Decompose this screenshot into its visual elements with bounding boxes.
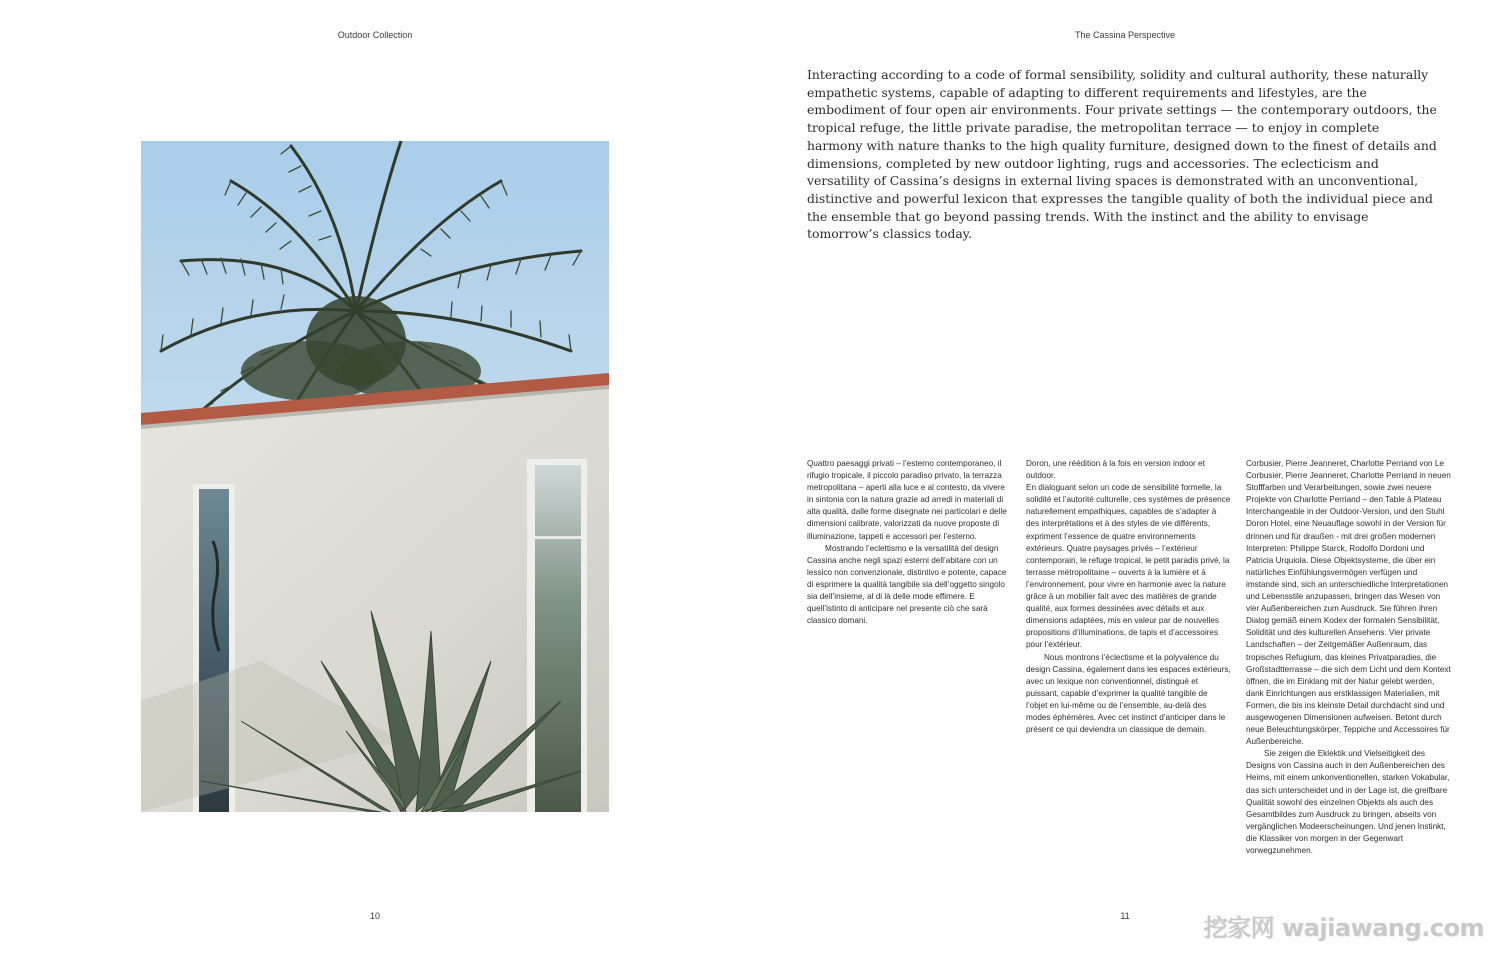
- italian-paragraph-1: Quattro paesaggi privati – l’esterno contemporaneo, il rifugio tropicale, il piccolo paradiso privato, la terrazza metropolitana – aperti alla luce e al contesto, da vivere in sintonia con la natura grazie ad arredi in materiali di alta qualità, dalle forme disegnate nei particolari e delle dimensioni calibrate, valorizzati da nuove proposte di illuminazione, tappeti e accessori per l’esterno.: [807, 459, 1007, 541]
- french-paragraph-1: Doron, une réédition à la fois en version indoor et outdoor. En dialoguant selon un code de sensibilité formelle, la solidité et l’autorité culturelle, ces systèmes de présence naturellement empathiques, capables de s’adapter à des interprétations et à des styles de vie différents, expriment l’essence de quatre environnements extérieurs. Quatre paysages privés – l’extérieur contemporain, le refuge tropical, le petit paradis privé, la terrasse métropolitaine – ouverts à la lumière et à l’environnement, pour vivre en harmonie avec la nature grâce à un mobilier fait avec des matières de grande qualité, aux formes dessinées avec détails et aux dimensions adaptées, mis en valeur par de nouvelles propositions d’illuminations, de tapis et d’accessoires pour l’extérieur.: [1026, 459, 1231, 650]
- french-column: [1026, 458, 1231, 736]
- page-number-left: 10: [369, 911, 380, 921]
- italian-paragraph-2: Mostrando l’eclettismo e la versatilità del design Cassina anche negli spazi esterni dell’abitare con un lessico non convenzionale, distintivo e potente, capace di esprimere la qualità tangibile sia dell’oggetto singolo sia dell’insieme, al di là delle mode effimere. E quell’istinto di anticipare nel presente ciò che sarà classico domani.: [807, 543, 1007, 626]
- german-column: [1246, 458, 1451, 857]
- courtyard-photo: [141, 141, 609, 812]
- running-header-left: Outdoor Collection: [337, 30, 413, 40]
- page-number-right: 11: [1120, 911, 1130, 921]
- french-paragraph-2: Nous montrons l’éclectisme et la polyvalence du design Cassina, également dans les espaces extérieurs, avec un lexique non conventionnel, distingué et puissant, capable d’exprimer la qualité tangible de l’objet en lui-même ou de l’ensemble, au-delà des modes éphémères. Avec cet instinct d’anticiper dans le présent ce qui deviendra un classique de demain.: [1026, 652, 1231, 735]
- watermark: 挖家网 wajiawang.com: [1203, 914, 1484, 942]
- right-window-slot: [535, 465, 581, 812]
- german-paragraph-1: Corbusier, Pierre Jeanneret, Charlotte Perriand von Le Corbusier, Pierre Jeanneret, Charlotte Perriand in neuen Stofffarben und Verarbeitungen, sowie zwei neuere Projekte von Charlotte Perriand – den Table à Plateau Interchangeable in der Outdoor-Version, und den Stuhl Doron Hotel, eine Neuauflage sowohl in der Version für drinnen und für draußen - mit drei großen modernen Interpreten: Philippe Starck, Rodolfo Dordoni und Patricia Urquiola. Diese Objektsysteme, die über ein natürliches Einfühlungsvermögen verfügen und imstande sind, sich an unterschiedliche Interpretationen und Lebensstile anzupassen, bringen das Wesen von vier Außenbereichen zum Ausdruck. Sie führen ihren Dialog gemäß einem Kodex der formalen Sensibilität, Solidität und des kulturellen Ansehens. Vier private Landschaften – der Zeitgemäßer Außenraum, das tropisches Refugium, das kleines Privatparadies, die Großstadtterrasse – die sich dem Licht und dem Kontext öffnen, die im Einklang mit der Natur gelebt werden, dank Einrichtungen aus erstklassigen Materialien, mit Formen, die bis ins kleinste Detail durchdacht sind und ausgewogenen Dimensionen aufweisen. Betont durch neue Beleuchtungskörper, Teppiche und Accessoires für Außenbereiche.: [1246, 459, 1451, 747]
- german-paragraph-2: Sie zeigen die Eklektik und Vielseitigkeit des Designs von Cassina auch in den Außenbereichen des Heims, mit einem unkonventionellen, starken Vokabular, das sich unterscheidet und in der Lage ist, die greifbare Qualität sowohl des einzelnen Objekts als auch des Gesamtbildes zum Ausdruck zu bringen, abseits von vergänglichen Modeerscheinungen. Und jenen Instinkt, die Klassiker von morgen in der Gegenwart vorwegzunehmen.: [1246, 749, 1450, 855]
- intro-paragraph: Interacting according to a code of formal sensibility, solidity and cultural authority, these naturally empathetic systems, capable of adapting to different requirements and lifestyles, are the embodiment of four open air environments. Four private settings — the contemporary outdoors, the tropical refuge, the little private paradise, the metropolitan terrace — to enjoy in complete harmony with nature thanks to the high quality furniture, designed down to the finest of details and dimensions, completed by new outdoor lighting, rugs and accessories. The eclecticism and versatility of Cassina’s designs in external living spaces is demonstrated with an unconventional, distinctive and powerful lexicon that expresses the tangible quality of both the individual piece and the ensemble that go beyond passing trends. With the instinct and the ability to envisage tomorrow’s classics today.: [807, 67, 1437, 242]
- italian-column: [807, 458, 1012, 627]
- running-header-right: The Cassina Perspective: [1074, 30, 1176, 40]
